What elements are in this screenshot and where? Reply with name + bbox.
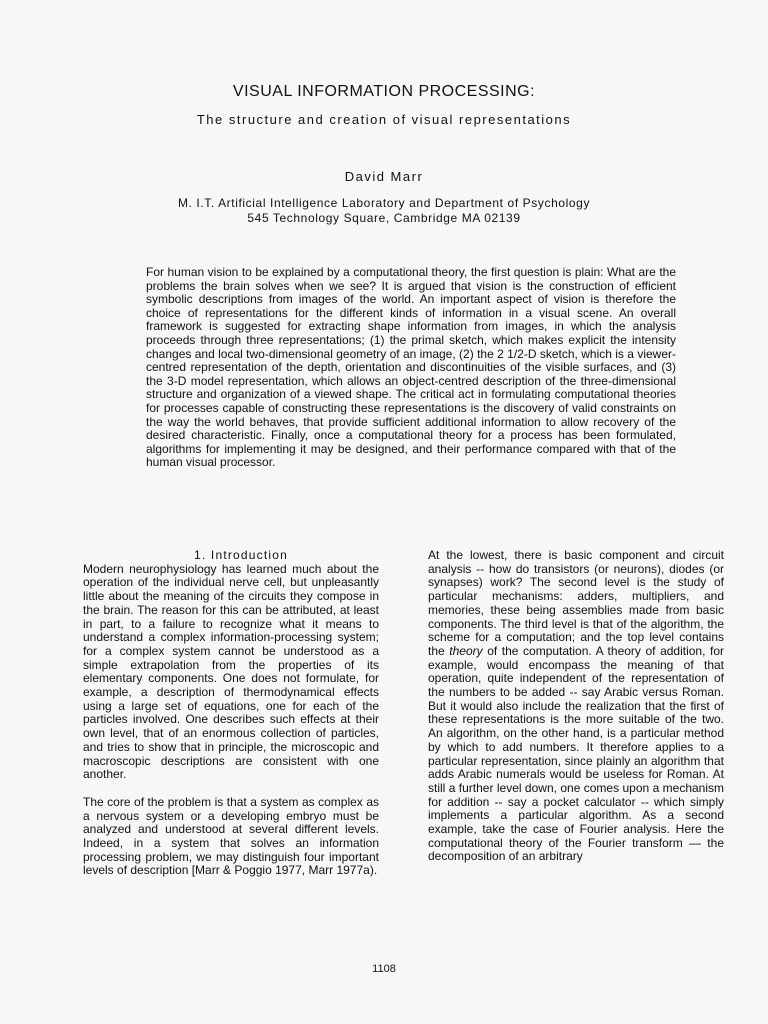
affiliation-line-1: M. I.T. Artificial Intelligence Laboratory and Department of Psychology [177,196,591,210]
levels-text-part-1: At the lowest, there is basic component and circuit analysis -- how do transistors (or neurons), diodes (or synapses) work? The second level is the study of particular mechanisms: adders, multipliers, and memories, these being assemblies made from basic components. The third level is that of the algorithm, the scheme for a computation; and the top level contains the [428,548,724,658]
levels-text-part-2: of the computation. A theory of addition, for example, would encompass the meaning of that operation, quite independent of the representation of the numbers to be added -- say Arabic versus Roman. But it would also include the realization that the first of these representations is the more suitable of the two. An algorithm, on the other hand, is a particular method by which to add numbers. It therefore applies to a particular representation, since plainly an algorithm that adds Arabic numerals would be useless for Roman. At still a further level down, one comes upon a mechanism for addition -- say a pocket calculator -- which simply implements a particular algorithm. As a second example, take the case of Fourier analysis. Here the computational theory of the Fourier transform — the decomposition of an arbitrary [428,643,725,864]
theory-emphasis: theory [449,643,483,658]
left-column [83,549,379,878]
affiliation [0,196,768,226]
right-column [428,549,724,864]
author-name: David Marr [344,169,424,184]
paper-subtitle: The structure and creation of visual representations [196,112,572,127]
paper-title: VISUAL INFORMATION PROCESSING: [232,83,536,100]
page-number: 1108 [372,963,396,975]
affiliation-line-2: 545 Technology Square, Cambridge MA 02139 [247,211,521,225]
section-heading-introduction: 1. Introduction [193,548,289,562]
intro-paragraph-1: Modern neurophysiology has learned much about the operation of the individual nerve cell, but unpleasantly little about the meaning of the circuits they compose in the brain. The reason for this can be attributed, at least in part, to a failure to recognize what it means to understand a complex information-processing system; for a complex system cannot be understood as a simple extrapolation from the properties of its elementary components. One does not formulate, for example, a description of thermodynamical effects using a large set of equations, one for each of the particles involved. One describes such effects at their own level, that of an enormous collection of particles, and tries to show that in principle, the microscopic and macroscopic descriptions are consistent with one another. [83,561,379,782]
levels-paragraph [428,549,724,864]
abstract: For human vision to be explained by a computational theory, the first question is plain: What are the problems the brain solves when we see? It is argued that vision is the construction of efficient symbolic descriptions from images of the world. An important aspect of vision is therefore the choice of representations for the different kinds of information in a visual scene. An overall framework is suggested for extracting shape information from images, in which the analysis proceeds through three representations; (1) the primal sketch, which makes explicit the intensity changes and local two-dimensional geometry of an image, (2) the 2 1/2-D sketch, which is a viewer-centred representation of the depth, orientation and discontinuities of the visible surfaces, and (3) the 3-D model representation, which allows an object-centred description of the three-dimensional structure and organization of a viewed shape. The critical act in formulating computational theories for processes capable of constructing these representations is the discovery of valid constraints on the way the world behaves, that provide sufficient additional information to allow recovery of the desired characteristic. Finally, once a computational theory for a process has been formulated, algorithms for implementing it may be designed, and their performance compared with that of the human visual processor. [146,265,676,470]
intro-paragraph-2: The core of the problem is that a system as complex as a nervous system or a developing embryo must be analyzed and understood at several different levels. Indeed, in a system that solves an information processing problem, we may distinguish four important levels of description [Marr & Poggio 1977, Marr 1977a). [83,794,379,878]
